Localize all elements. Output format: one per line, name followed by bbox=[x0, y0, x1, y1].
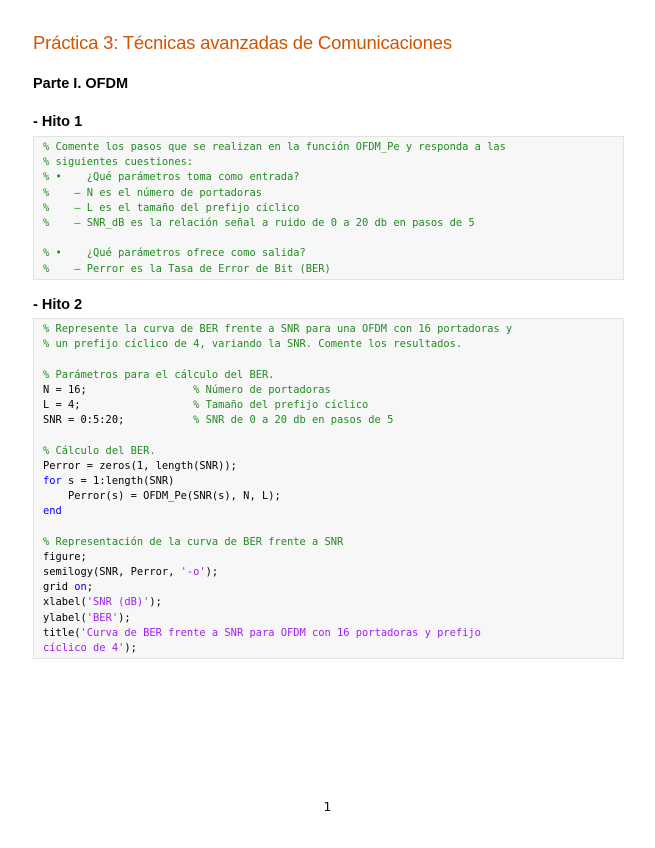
code-statement: ); bbox=[124, 641, 137, 654]
code-statement: ); bbox=[118, 611, 131, 624]
page-number: 1 bbox=[323, 800, 332, 814]
code-xlabel-line bbox=[43, 595, 623, 610]
hito1-code-block bbox=[33, 136, 624, 280]
code-comment-line: % Represente la curva de BER frente a SNR para una OFDM con 16 portadoras y bbox=[43, 323, 513, 335]
code-comment-line: % Parámetros para el cálculo del BER. bbox=[43, 368, 275, 381]
code-ylabel-line bbox=[43, 611, 623, 626]
code-statement-line: Perror(s) = OFDM_Pe(SNR(s), N, L); bbox=[43, 490, 281, 503]
code-statement: N = 16; bbox=[43, 383, 194, 396]
code-for-line bbox=[43, 474, 623, 489]
code-comment-line: % – N es el número de portadoras bbox=[43, 186, 262, 199]
code-statement: ); bbox=[205, 566, 219, 578]
code-blank-line bbox=[43, 428, 623, 443]
document-title: Práctica 3: Técnicas avanzadas de Comunicaciones bbox=[33, 32, 452, 53]
code-statement: semilogy(SNR, Perror, bbox=[43, 566, 181, 578]
code-statement: title( bbox=[43, 626, 81, 639]
code-comment-line: % siguientes cuestiones: bbox=[43, 156, 194, 169]
code-keyword: on bbox=[74, 581, 87, 594]
code-inline-comment: % Número de portadoras bbox=[193, 383, 331, 396]
code-title-line bbox=[43, 626, 623, 641]
code-statement: s = 1:length(SNR) bbox=[61, 474, 175, 487]
code-comment-line: % Cálculo del BER. bbox=[43, 444, 156, 457]
code-param-line bbox=[43, 413, 623, 428]
code-title-line-continued bbox=[43, 641, 623, 656]
code-statement: ); bbox=[149, 596, 162, 609]
code-comment-line: % – L es el tamaño del prefijo cíclico bbox=[43, 201, 300, 214]
code-string: 'BER' bbox=[86, 611, 119, 624]
code-param-line bbox=[43, 383, 623, 398]
code-statement: xlabel( bbox=[43, 596, 87, 609]
code-comment-line: % Comente los pasos que se realizan en la función OFDM_Pe y responda a las bbox=[43, 141, 506, 153]
code-string: '-o' bbox=[180, 566, 206, 578]
hito2-heading: - Hito 2 bbox=[33, 297, 83, 313]
part-heading: Parte I. OFDM bbox=[33, 76, 129, 92]
code-statement-line: Perror = zeros(1, length(SNR)); bbox=[43, 459, 237, 472]
code-param-line bbox=[43, 398, 623, 413]
code-blank-line bbox=[43, 231, 623, 246]
code-keyword-line: end bbox=[43, 505, 62, 518]
code-blank-line bbox=[43, 519, 623, 534]
code-statement: L = 4; bbox=[43, 398, 194, 411]
code-string: cíclico de 4' bbox=[43, 641, 125, 654]
code-comment-line: % – Perror es la Tasa de Error de Bit (BER) bbox=[43, 262, 331, 275]
code-string: 'Curva de BER frente a SNR para OFDM con 16 portadoras y prefijo bbox=[80, 626, 481, 639]
code-comment-line: % un prefijo cíclico de 4, variando la SNR. Comente los resultados. bbox=[43, 338, 463, 351]
code-statement-line: figure; bbox=[43, 550, 87, 563]
code-comment-line: % – SNR_dB es la relación señal a ruido de 0 a 20 db en pasos de 5 bbox=[43, 216, 475, 229]
code-statement: SNR = 0:5:20; bbox=[43, 414, 194, 427]
code-string: 'SNR (dB)' bbox=[86, 596, 150, 609]
code-inline-comment: % SNR de 0 a 20 db en pasos de 5 bbox=[193, 414, 394, 427]
code-comment-line: % • ¿Qué parámetros ofrece como salida? bbox=[43, 247, 306, 260]
hito1-heading: - Hito 1 bbox=[33, 114, 83, 130]
code-statement: grid bbox=[43, 581, 75, 594]
code-keyword: for bbox=[43, 474, 62, 487]
code-blank-line bbox=[43, 352, 623, 367]
code-comment-line: % • ¿Qué parámetros toma como entrada? bbox=[43, 171, 300, 184]
hito2-code-block bbox=[33, 318, 624, 659]
code-semilogy-line bbox=[43, 565, 623, 580]
code-inline-comment: % Tamaño del prefijo cíclico bbox=[193, 398, 369, 411]
code-comment-line: % Representación de la curva de BER frente a SNR bbox=[43, 535, 344, 548]
code-statement: ; bbox=[86, 581, 94, 594]
code-grid-line bbox=[43, 580, 623, 595]
code-statement: ylabel( bbox=[43, 611, 87, 624]
